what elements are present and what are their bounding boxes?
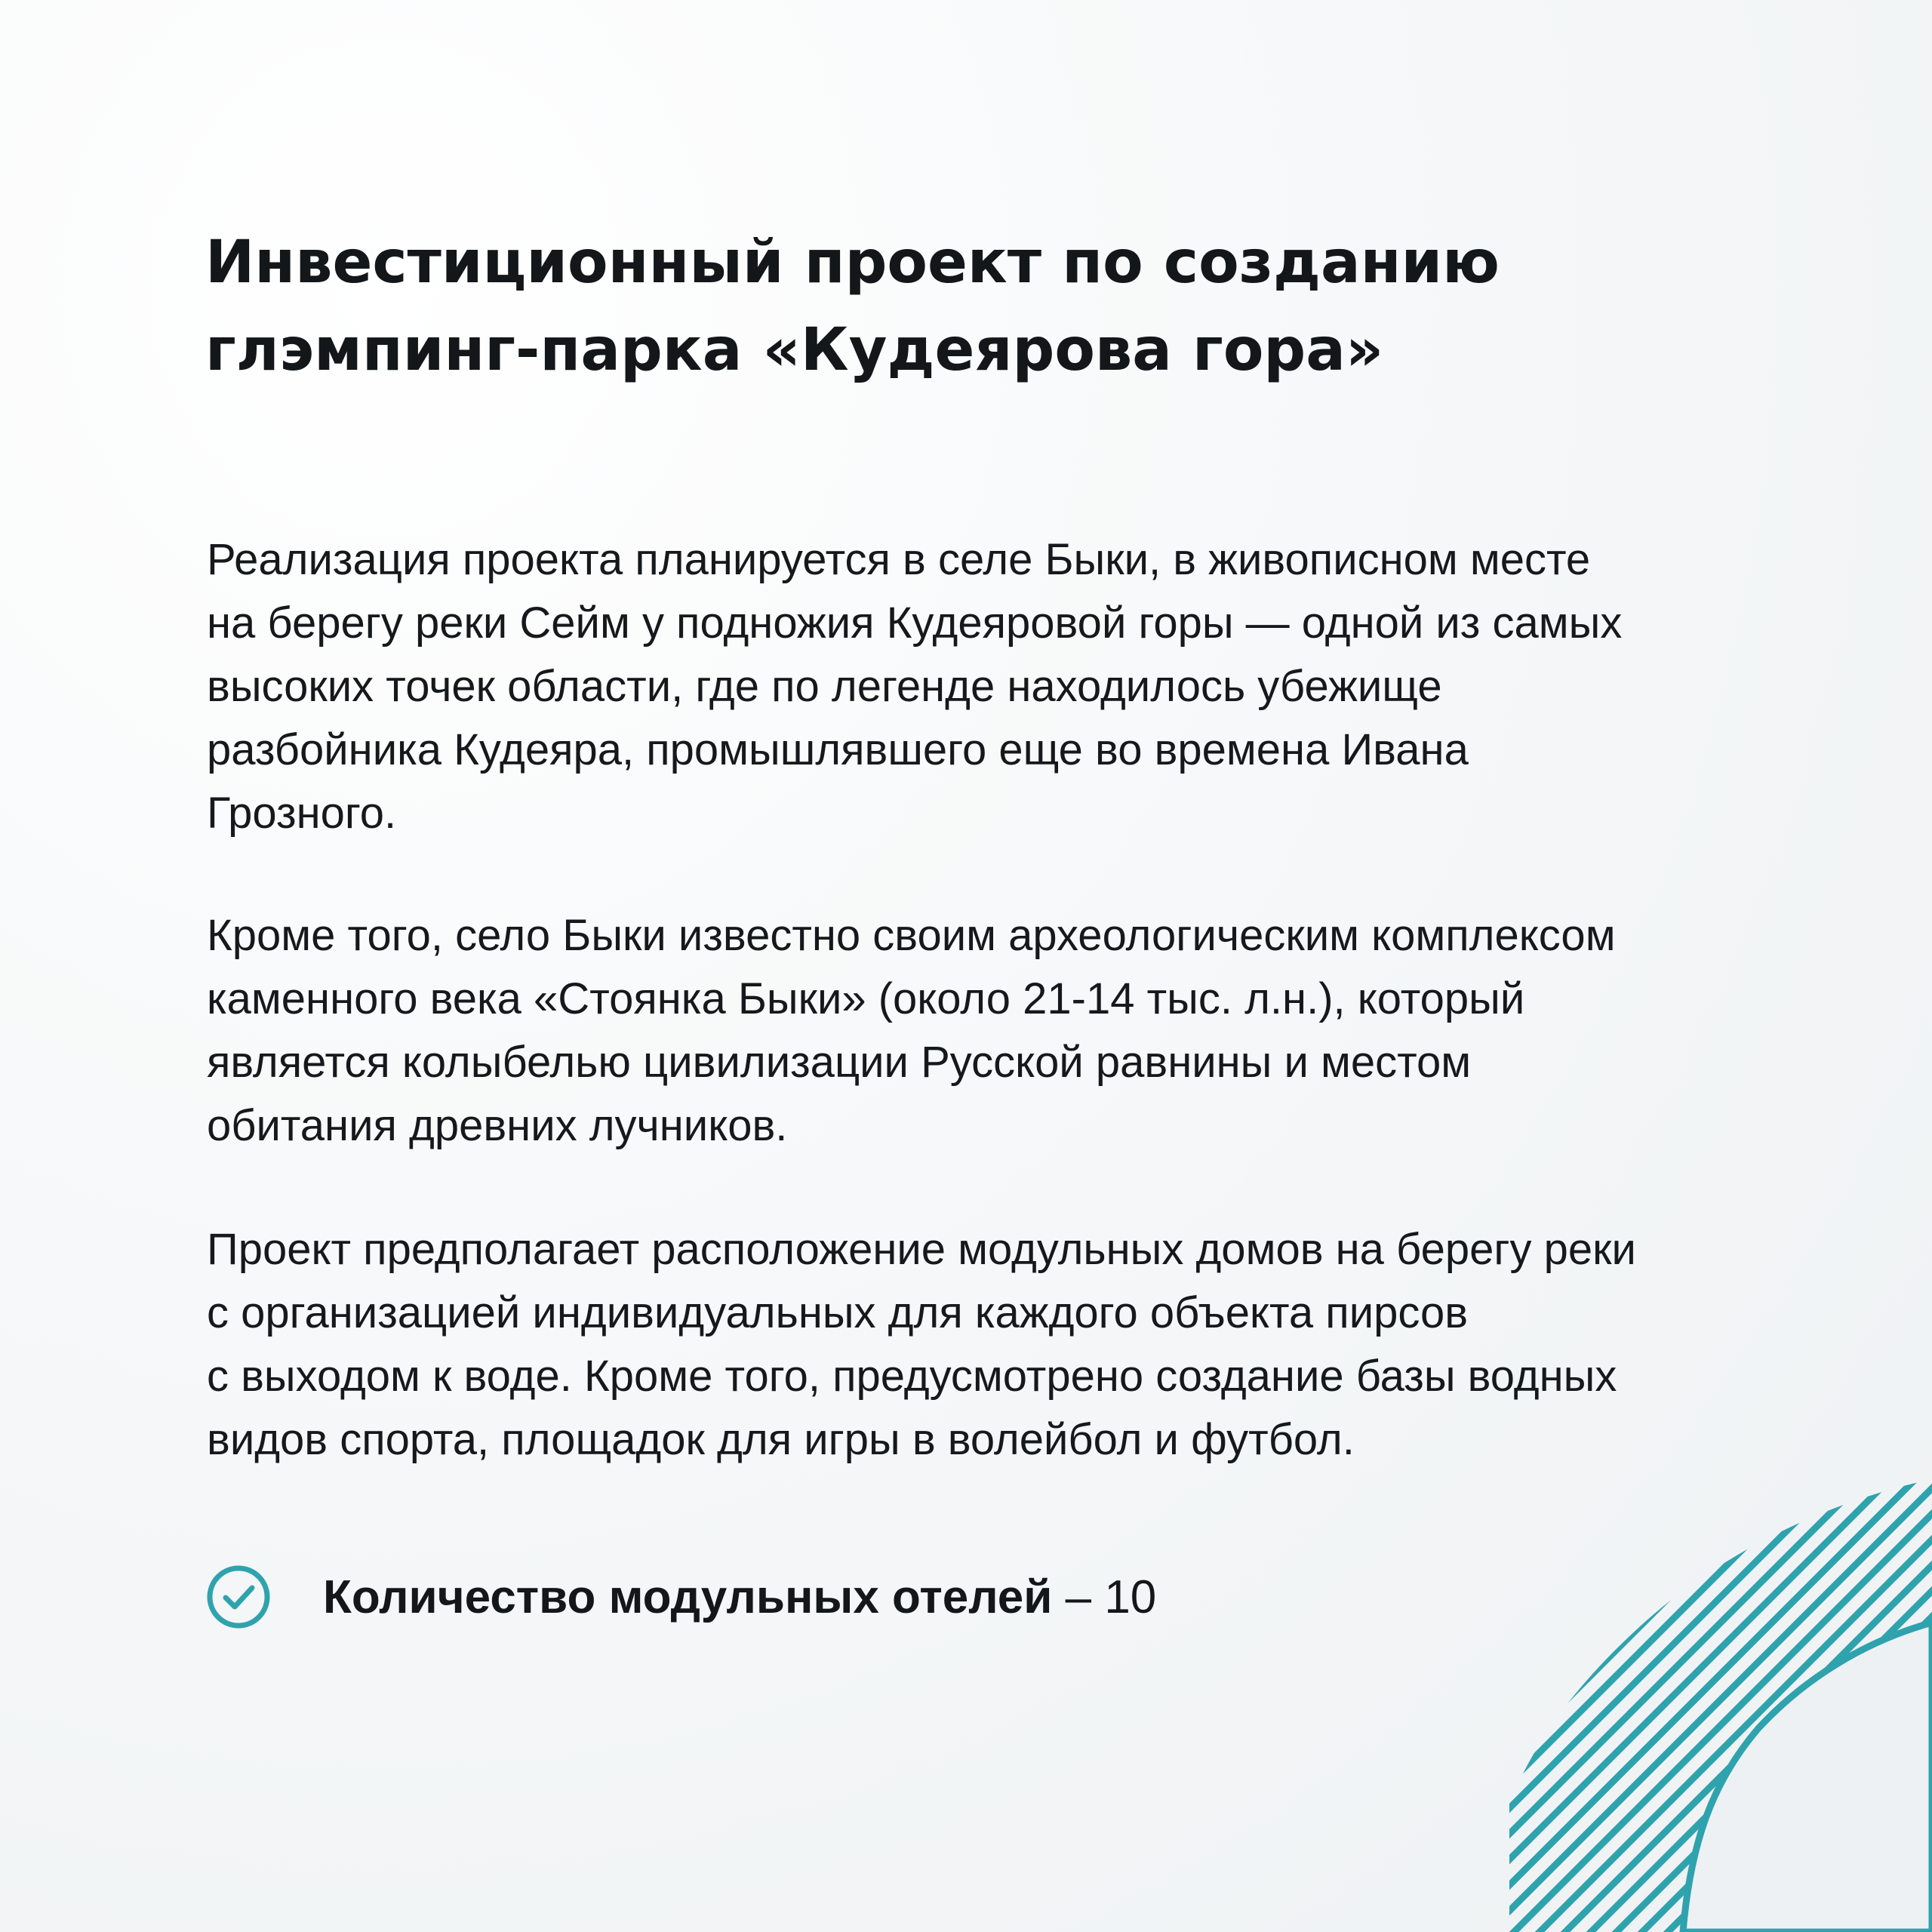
paragraph-line: Реализация проекта планируется в селе Быки, в живописном месте: [207, 535, 1591, 584]
diagonal-stripes-decoration: [1509, 1479, 1932, 1932]
feature-item: [205, 1559, 1156, 1635]
paragraph-project: [207, 1218, 1792, 1472]
paragraph-line: высоких точек области, где по легенде находилось убежище: [207, 662, 1442, 711]
paragraph-location: [207, 528, 1792, 845]
feature-text: [323, 1571, 1156, 1624]
paragraph-line: Грозного.: [207, 789, 397, 838]
feature-label: Количество модульных отелей: [323, 1571, 1053, 1623]
paragraph-line: с организацией индивидуальных для каждого объекта пирсов: [207, 1288, 1469, 1337]
paragraph-line: на берегу реки Сейм у подножия Кудеяровой горы — одной из самых: [207, 598, 1623, 648]
paragraph-line: Кроме того, село Быки известно своим археологическим комплексом: [207, 911, 1616, 960]
feature-separator: –: [1052, 1571, 1105, 1623]
paragraph-line: видов спорта, площадок для игры в волейбол и футбол.: [207, 1415, 1355, 1464]
title-line-2: глэмпинг-парка «Кудеярова гора»: [205, 316, 1384, 384]
check-circle-icon: [205, 1564, 272, 1630]
title-line-1: Инвестиционный проект по созданию: [205, 229, 1500, 297]
paragraph-line: разбойника Кудеяра, промышлявшего еще во времена Ивана: [207, 725, 1469, 774]
paragraph-line: каменного века «Стоянка Быки» (около 21-14 тыс. л.н.), который: [207, 974, 1525, 1023]
paragraph-line: с выходом к воде. Кроме того, предусмотрено создание базы водных: [207, 1352, 1617, 1401]
page-title: [205, 219, 1715, 394]
paragraph-line: Проект предполагает расположение модульных домов на берегу реки: [207, 1225, 1636, 1274]
paragraph-archaeology: [207, 904, 1792, 1158]
paragraph-line: является колыбелью цивилизации Русской равнины и местом: [207, 1038, 1472, 1087]
paragraph-line: обитания древних лучников.: [207, 1101, 788, 1150]
feature-value: 10: [1104, 1571, 1157, 1623]
